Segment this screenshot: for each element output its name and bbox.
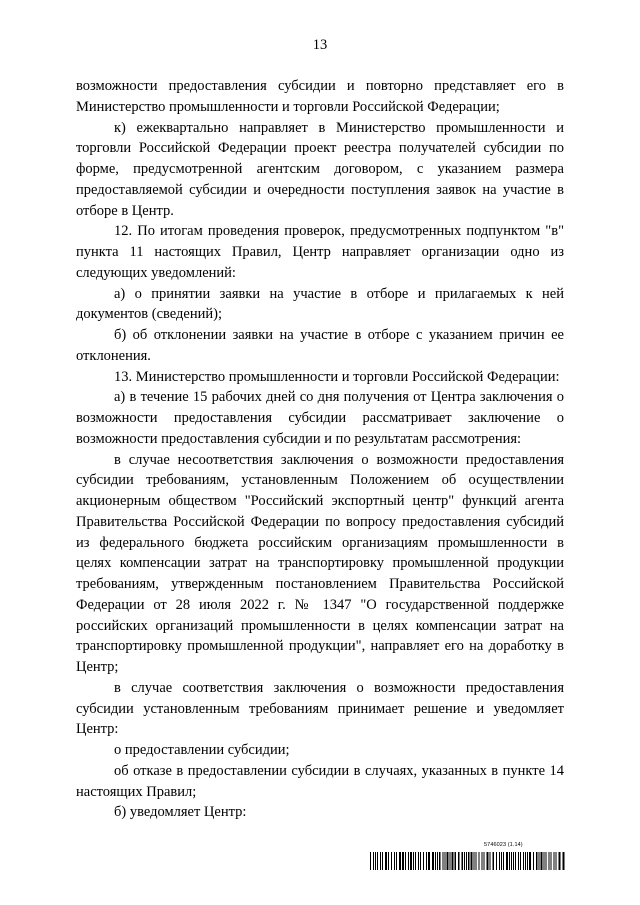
barcode (370, 852, 565, 870)
barcode-bar (549, 852, 550, 870)
barcode-bar (432, 852, 434, 870)
barcode-bar (501, 852, 502, 870)
barcode-bar (402, 852, 404, 870)
barcode-bar (536, 852, 538, 870)
barcode-bar (405, 852, 406, 870)
paragraph: в случае несоответствия заключения о возможности предоставления субсидии требованиям, установленным Положением об осуществлении акционерным обществом "Российский экспортный центр" функций агента Правительства Российской Федерации по вопросу предоставления субсидий из федерального бюджета российским организациям промышленности в целях компенсации затрат на транспортировку промышленной продукции требованиям, утвержденным постановлением Правительства Российской Федерации от 28 июля 2022 г. № 1347 "О государственной поддержке российских организаций промышленности в целях компенсации затрат на транспортировку промышленной продукции", направляет его на доработку в Центр; (76, 451, 564, 675)
barcode-bar (435, 852, 436, 870)
page-number: 13 (312, 37, 328, 53)
barcode-bar (450, 852, 451, 870)
barcode-bar (380, 852, 381, 870)
barcode-bar (479, 852, 480, 870)
barcode-bar (533, 852, 534, 870)
barcode-bar (484, 852, 485, 870)
barcode-bar (487, 852, 489, 870)
paragraph: б) уведомляет Центр: (114, 804, 247, 821)
barcode-bar (375, 852, 376, 870)
barcode-bar (471, 852, 473, 870)
barcode-bar (452, 852, 454, 870)
paragraph: об отказе в предоставлении субсидии в случаях, указанных в пункте 14 настоящих Правил; (76, 762, 564, 800)
document-body (76, 76, 564, 823)
barcode-bar (476, 852, 477, 870)
barcode-bar (413, 852, 414, 870)
paragraph: к) ежеквартально направляет в Министерство промышленности и торговли Российской Федерации проект реестра получателей субсидии по форме, предусмотренной агентским договором, с указанием размера предоставляемой субсидии и очередности поступления заявок на участие в отборе в Центр. (76, 119, 564, 219)
barcode-bar (464, 852, 465, 870)
barcode-bar (520, 852, 521, 870)
paragraph: а) о принятии заявки на участие в отборе и прилагаемых к ней документов (сведений); (76, 285, 564, 323)
barcode-bar (503, 852, 504, 870)
barcode-bar (439, 852, 441, 870)
barcode-bar (410, 852, 412, 870)
barcode-bar (563, 852, 565, 870)
barcode-bar (428, 852, 430, 870)
barcode-bar (546, 852, 547, 870)
barcode-bar (373, 852, 374, 870)
barcode-bar (455, 852, 457, 870)
barcode-bar (396, 852, 397, 870)
barcode-bar (408, 852, 409, 870)
barcode-bar (511, 852, 512, 870)
barcode-bar (559, 852, 561, 870)
barcode-bar (420, 852, 421, 870)
barcode-bar (468, 852, 470, 870)
barcode-bar (506, 852, 508, 870)
paragraph: о предоставлении субсидии; (114, 742, 290, 758)
barcode-bar (458, 852, 460, 870)
barcode-bar (509, 852, 510, 870)
barcode-bar (541, 852, 543, 870)
paragraph: возможности предоставления субсидии и повторно представляет его в Министерство промышленности и торговли Российской Федерации; (76, 78, 564, 115)
barcode-bar (556, 852, 557, 870)
barcode-bar (447, 852, 449, 870)
barcode-bar (529, 852, 531, 870)
barcode-bar (527, 852, 528, 870)
barcode-bar (426, 852, 427, 870)
barcode-bar (443, 852, 444, 870)
barcode-bar (482, 852, 483, 870)
paragraph: 12. По итогам проведения проверок, предусмотренных подпунктом "в" пункта 11 настоящих Правил, Центр направляет организации одно из следующих уведомлений: (76, 223, 564, 281)
barcode-bar (513, 852, 514, 870)
barcode-bar (518, 852, 519, 870)
barcode-bar (554, 852, 555, 870)
barcode-bar (539, 852, 540, 870)
barcode-bar (462, 852, 464, 870)
barcode-bar (544, 852, 545, 870)
barcode-bar (399, 852, 401, 870)
barcode-bar (370, 852, 371, 870)
barcode-bar (515, 852, 516, 870)
paragraph: б) об отклонении заявки на участие в отборе с указанием причин ее отклонения. (76, 327, 564, 364)
barcode-bar (551, 852, 552, 870)
barcode-bar (499, 852, 500, 870)
document-code: 5746023 (1.14) (484, 842, 523, 848)
paragraph: а) в течение 15 рабочих дней со дня получения от Центра заключения о возможности предоставления субсидии рассматривает заключение о возможности предоставления субсидии и по результатам рассмотрения: (76, 389, 564, 447)
barcode-bar (415, 852, 416, 870)
barcode-bar (385, 852, 387, 870)
barcode-bar (490, 852, 491, 870)
barcode-bar (496, 852, 497, 870)
barcode-bar (474, 852, 475, 870)
barcode-bar (391, 852, 392, 870)
barcode-bar (388, 852, 389, 870)
barcode-bar (445, 852, 446, 870)
paragraph: 13. Министерство промышленности и торговли Российской Федерации: (114, 368, 560, 385)
barcode-bar (418, 852, 419, 870)
barcode-bar (394, 852, 395, 870)
barcode-bar (423, 852, 424, 870)
barcode-bar (382, 852, 383, 870)
paragraph: в случае соответствия заключения о возможности предоставления субсидии установленным требованиям принимает решение и уведомляет Центр: (76, 679, 564, 738)
barcode-bar (377, 852, 378, 870)
barcode-bar (523, 852, 524, 870)
barcode-bar (525, 852, 526, 870)
barcode-bar (466, 852, 467, 870)
barcode-bar (437, 852, 438, 870)
barcode-bar (493, 852, 495, 870)
